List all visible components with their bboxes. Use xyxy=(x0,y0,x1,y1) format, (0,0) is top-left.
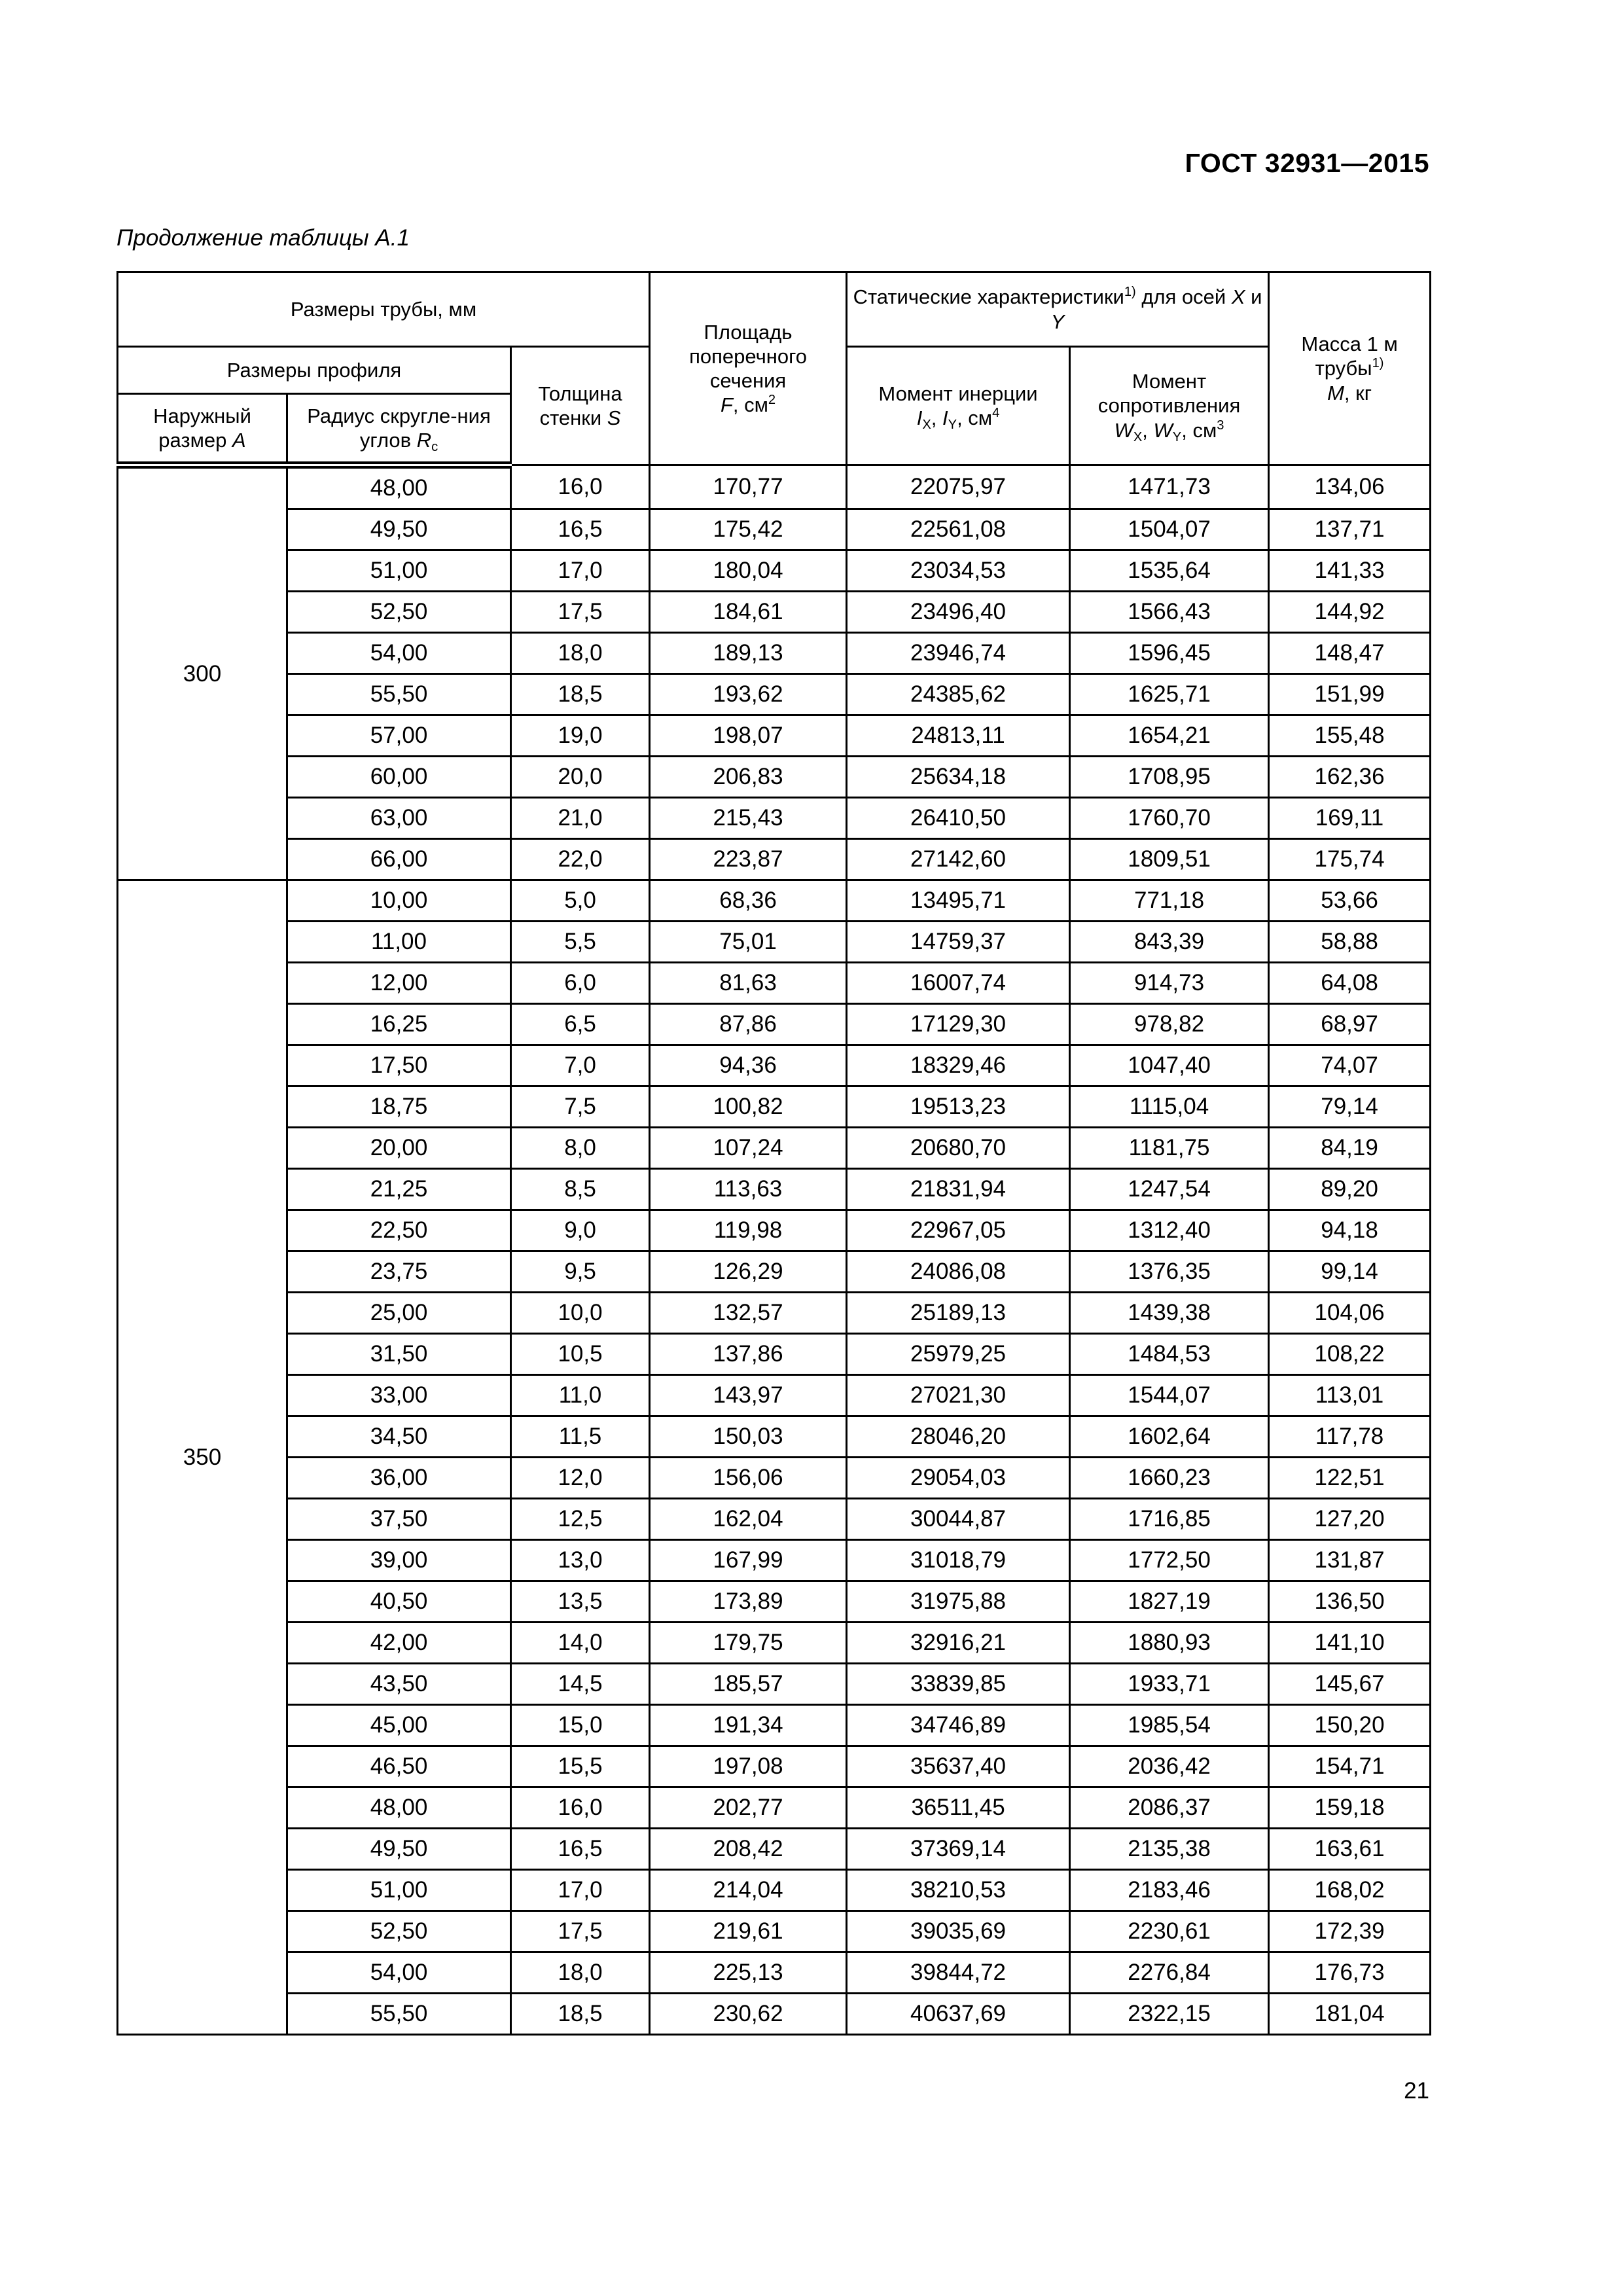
cell-corner-radius: 20,00 xyxy=(287,1128,511,1169)
cell-inertia: 25979,25 xyxy=(847,1334,1070,1375)
cell-wall-thickness: 6,0 xyxy=(511,963,650,1004)
cell-area: 215,43 xyxy=(650,798,847,839)
cell-inertia: 39844,72 xyxy=(847,1952,1070,1994)
cell-section-modulus: 914,73 xyxy=(1070,963,1269,1004)
cell-corner-radius: 63,00 xyxy=(287,798,511,839)
cell-mass: 145,67 xyxy=(1269,1664,1431,1705)
cell-wall-thickness: 18,5 xyxy=(511,674,650,715)
table-row xyxy=(118,1664,1431,1705)
cell-wall-thickness: 17,5 xyxy=(511,592,650,633)
table-row xyxy=(118,465,1431,509)
cell-inertia: 38210,53 xyxy=(847,1870,1070,1911)
cell-wall-thickness: 7,5 xyxy=(511,1086,650,1128)
cell-section-modulus: 1047,40 xyxy=(1070,1045,1269,1086)
cell-wall-thickness: 16,5 xyxy=(511,1829,650,1870)
header-cross-section-area: Площадь поперечного сечения F, $см^2$ xyxy=(650,272,847,465)
cell-wall-thickness: 13,0 xyxy=(511,1540,650,1581)
table-caption: Продолжение таблицы А.1 xyxy=(116,225,410,251)
cell-section-modulus: 1484,53 xyxy=(1070,1334,1269,1375)
cell-section-modulus: 1716,85 xyxy=(1070,1499,1269,1540)
cell-corner-radius: 23,75 xyxy=(287,1251,511,1293)
cell-section-modulus: 1933,71 xyxy=(1070,1664,1269,1705)
cell-wall-thickness: 6,5 xyxy=(511,1004,650,1045)
cell-section-modulus: 1439,38 xyxy=(1070,1293,1269,1334)
cell-inertia: 25634,18 xyxy=(847,757,1070,798)
cell-wall-thickness: 8,5 xyxy=(511,1169,650,1210)
cell-inertia: 24086,08 xyxy=(847,1251,1070,1293)
cell-inertia: 18329,46 xyxy=(847,1045,1070,1086)
cell-corner-radius: 37,50 xyxy=(287,1499,511,1540)
table-row xyxy=(118,715,1431,757)
cell-inertia: 21831,94 xyxy=(847,1169,1070,1210)
cell-area: 143,97 xyxy=(650,1375,847,1416)
cell-inertia: 30044,87 xyxy=(847,1499,1070,1540)
cell-wall-thickness: 20,0 xyxy=(511,757,650,798)
cell-mass: 175,74 xyxy=(1269,839,1431,880)
cell-section-modulus: 1181,75 xyxy=(1070,1128,1269,1169)
cell-wall-thickness: 9,5 xyxy=(511,1251,650,1293)
cell-corner-radius: 12,00 xyxy=(287,963,511,1004)
cell-section-modulus: 2322,15 xyxy=(1070,1994,1269,2035)
table-row xyxy=(118,1705,1431,1746)
cell-section-modulus: 1760,70 xyxy=(1070,798,1269,839)
cell-area: 132,57 xyxy=(650,1293,847,1334)
cell-area: 180,04 xyxy=(650,550,847,592)
cell-area: 191,34 xyxy=(650,1705,847,1746)
cell-inertia: 24385,62 xyxy=(847,674,1070,715)
cell-section-modulus: 2230,61 xyxy=(1070,1911,1269,1952)
cell-section-modulus: 1880,93 xyxy=(1070,1623,1269,1664)
cell-mass: 89,20 xyxy=(1269,1169,1431,1210)
cell-area: 223,87 xyxy=(650,839,847,880)
cell-inertia: 26410,50 xyxy=(847,798,1070,839)
cell-mass: 150,20 xyxy=(1269,1705,1431,1746)
cell-area: 81,63 xyxy=(650,963,847,1004)
cell-outer-size: 300 xyxy=(118,465,287,880)
cell-wall-thickness: 18,5 xyxy=(511,1994,650,2035)
cell-inertia: 20680,70 xyxy=(847,1128,1070,1169)
cell-section-modulus: 1535,64 xyxy=(1070,550,1269,592)
cell-inertia: 25189,13 xyxy=(847,1293,1070,1334)
header-pipe-dimensions: Размеры трубы, мм xyxy=(118,272,650,347)
cell-corner-radius: 57,00 xyxy=(287,715,511,757)
table-row xyxy=(118,1458,1431,1499)
cell-section-modulus: 1809,51 xyxy=(1070,839,1269,880)
cell-corner-radius: 22,50 xyxy=(287,1210,511,1251)
cell-section-modulus: 1247,54 xyxy=(1070,1169,1269,1210)
cell-inertia: 13495,71 xyxy=(847,880,1070,922)
cell-wall-thickness: 7,0 xyxy=(511,1045,650,1086)
cell-corner-radius: 40,50 xyxy=(287,1581,511,1623)
cell-corner-radius: 33,00 xyxy=(287,1375,511,1416)
cell-corner-radius: 66,00 xyxy=(287,839,511,880)
cell-mass: 122,51 xyxy=(1269,1458,1431,1499)
cell-inertia: 22075,97 xyxy=(847,465,1070,509)
cell-section-modulus: 2183,46 xyxy=(1070,1870,1269,1911)
table-row xyxy=(118,1787,1431,1829)
cell-area: 202,77 xyxy=(650,1787,847,1829)
cell-mass: 108,22 xyxy=(1269,1334,1431,1375)
cell-inertia: 40637,69 xyxy=(847,1994,1070,2035)
table-row xyxy=(118,1952,1431,1994)
cell-mass: 141,33 xyxy=(1269,550,1431,592)
cell-corner-radius: 36,00 xyxy=(287,1458,511,1499)
cell-mass: 134,06 xyxy=(1269,465,1431,509)
header-moment-of-inertia: Момент инерции $I_X$, $I_Y$, $см^4$ xyxy=(847,347,1070,465)
cell-section-modulus: 1827,19 xyxy=(1070,1581,1269,1623)
cell-wall-thickness: 16,5 xyxy=(511,509,650,550)
cell-mass: 154,71 xyxy=(1269,1746,1431,1787)
cell-inertia: 22561,08 xyxy=(847,509,1070,550)
cell-section-modulus: 2036,42 xyxy=(1070,1746,1269,1787)
cell-mass: 176,73 xyxy=(1269,1952,1431,1994)
header-mass: Масса 1 м трубы$^{1)}$ M, кг xyxy=(1269,272,1431,465)
table-row xyxy=(118,1499,1431,1540)
cell-section-modulus: 1312,40 xyxy=(1070,1210,1269,1251)
table-row xyxy=(118,963,1431,1004)
cell-area: 175,42 xyxy=(650,509,847,550)
cell-mass: 155,48 xyxy=(1269,715,1431,757)
header-static-characteristics: Статические характеристики$^{1)}$ для осей X и Y xyxy=(847,272,1269,347)
cell-inertia: 32916,21 xyxy=(847,1623,1070,1664)
cell-corner-radius: 49,50 xyxy=(287,509,511,550)
cell-inertia: 14759,37 xyxy=(847,922,1070,963)
cell-area: 75,01 xyxy=(650,922,847,963)
cell-corner-radius: 18,75 xyxy=(287,1086,511,1128)
cell-wall-thickness: 10,5 xyxy=(511,1334,650,1375)
cell-inertia: 27021,30 xyxy=(847,1375,1070,1416)
table-header xyxy=(118,272,1431,465)
table-body xyxy=(118,465,1431,2035)
cell-inertia: 36511,45 xyxy=(847,1787,1070,1829)
cell-section-modulus: 2135,38 xyxy=(1070,1829,1269,1870)
cell-area: 170,77 xyxy=(650,465,847,509)
cell-inertia: 34746,89 xyxy=(847,1705,1070,1746)
cell-corner-radius: 48,00 xyxy=(287,1787,511,1829)
cell-wall-thickness: 13,5 xyxy=(511,1581,650,1623)
cell-corner-radius: 21,25 xyxy=(287,1169,511,1210)
cell-inertia: 23034,53 xyxy=(847,550,1070,592)
cell-corner-radius: 45,00 xyxy=(287,1705,511,1746)
cell-corner-radius: 55,50 xyxy=(287,1994,511,2035)
cell-mass: 168,02 xyxy=(1269,1870,1431,1911)
cell-area: 94,36 xyxy=(650,1045,847,1086)
cell-section-modulus: 1625,71 xyxy=(1070,674,1269,715)
table-row xyxy=(118,1829,1431,1870)
table-row xyxy=(118,1251,1431,1293)
cell-wall-thickness: 15,5 xyxy=(511,1746,650,1787)
cell-area: 185,57 xyxy=(650,1664,847,1705)
cell-mass: 58,88 xyxy=(1269,922,1431,963)
cell-section-modulus: 1660,23 xyxy=(1070,1458,1269,1499)
cell-area: 189,13 xyxy=(650,633,847,674)
header-outer-size: Наружный размер A xyxy=(118,394,287,465)
cell-inertia: 19513,23 xyxy=(847,1086,1070,1128)
header-section-modulus: Момент сопротивления $W_X$, $W_Y$, $см^3$ xyxy=(1070,347,1269,465)
cell-inertia: 17129,30 xyxy=(847,1004,1070,1045)
cell-area: 206,83 xyxy=(650,757,847,798)
cell-corner-radius: 25,00 xyxy=(287,1293,511,1334)
cell-area: 173,89 xyxy=(650,1581,847,1623)
cell-inertia: 27142,60 xyxy=(847,839,1070,880)
cell-inertia: 22967,05 xyxy=(847,1210,1070,1251)
cell-wall-thickness: 17,0 xyxy=(511,1870,650,1911)
cell-area: 87,86 xyxy=(650,1004,847,1045)
cell-wall-thickness: 12,5 xyxy=(511,1499,650,1540)
cell-section-modulus: 1544,07 xyxy=(1070,1375,1269,1416)
cell-mass: 127,20 xyxy=(1269,1499,1431,1540)
cell-corner-radius: 42,00 xyxy=(287,1623,511,1664)
cell-inertia: 31018,79 xyxy=(847,1540,1070,1581)
table-row xyxy=(118,509,1431,550)
table-row xyxy=(118,1293,1431,1334)
cell-mass: 74,07 xyxy=(1269,1045,1431,1086)
cell-section-modulus: 1985,54 xyxy=(1070,1705,1269,1746)
cell-area: 68,36 xyxy=(650,880,847,922)
cell-wall-thickness: 14,5 xyxy=(511,1664,650,1705)
cell-section-modulus: 1504,07 xyxy=(1070,509,1269,550)
cell-corner-radius: 51,00 xyxy=(287,550,511,592)
table-row xyxy=(118,1004,1431,1045)
cell-corner-radius: 39,00 xyxy=(287,1540,511,1581)
cell-corner-radius: 34,50 xyxy=(287,1416,511,1458)
cell-area: 197,08 xyxy=(650,1746,847,1787)
cell-area: 107,24 xyxy=(650,1128,847,1169)
table-row xyxy=(118,592,1431,633)
cell-area: 156,06 xyxy=(650,1458,847,1499)
cell-mass: 137,71 xyxy=(1269,509,1431,550)
cell-wall-thickness: 8,0 xyxy=(511,1128,650,1169)
cell-mass: 99,14 xyxy=(1269,1251,1431,1293)
cell-mass: 131,87 xyxy=(1269,1540,1431,1581)
cell-mass: 84,19 xyxy=(1269,1128,1431,1169)
cell-wall-thickness: 14,0 xyxy=(511,1623,650,1664)
cell-section-modulus: 1602,64 xyxy=(1070,1416,1269,1458)
table-row xyxy=(118,1870,1431,1911)
cell-mass: 144,92 xyxy=(1269,592,1431,633)
cell-inertia: 16007,74 xyxy=(847,963,1070,1004)
cell-inertia: 37369,14 xyxy=(847,1829,1070,1870)
cell-mass: 163,61 xyxy=(1269,1829,1431,1870)
cell-area: 193,62 xyxy=(650,674,847,715)
cell-wall-thickness: 15,0 xyxy=(511,1705,650,1746)
cell-mass: 181,04 xyxy=(1269,1994,1431,2035)
cell-section-modulus: 843,39 xyxy=(1070,922,1269,963)
header-corner-radius: Радиус скругле-ния углов $R_c$ xyxy=(287,394,511,465)
cell-corner-radius: 43,50 xyxy=(287,1664,511,1705)
cell-section-modulus: 1772,50 xyxy=(1070,1540,1269,1581)
cell-area: 137,86 xyxy=(650,1334,847,1375)
table-row xyxy=(118,1045,1431,1086)
cell-mass: 64,08 xyxy=(1269,963,1431,1004)
cell-area: 179,75 xyxy=(650,1623,847,1664)
cell-corner-radius: 55,50 xyxy=(287,674,511,715)
cell-corner-radius: 54,00 xyxy=(287,1952,511,1994)
table-row xyxy=(118,839,1431,880)
cell-mass: 68,97 xyxy=(1269,1004,1431,1045)
cell-outer-size: 350 xyxy=(118,880,287,2035)
table-row xyxy=(118,1210,1431,1251)
cell-wall-thickness: 17,5 xyxy=(511,1911,650,1952)
cell-mass: 53,66 xyxy=(1269,880,1431,922)
cell-mass: 169,11 xyxy=(1269,798,1431,839)
cell-section-modulus: 2086,37 xyxy=(1070,1787,1269,1829)
cell-wall-thickness: 16,0 xyxy=(511,1787,650,1829)
cell-inertia: 23496,40 xyxy=(847,592,1070,633)
cell-wall-thickness: 10,0 xyxy=(511,1293,650,1334)
cell-area: 219,61 xyxy=(650,1911,847,1952)
cell-wall-thickness: 17,0 xyxy=(511,550,650,592)
cell-mass: 79,14 xyxy=(1269,1086,1431,1128)
table-row xyxy=(118,1169,1431,1210)
cell-wall-thickness: 22,0 xyxy=(511,839,650,880)
table-row xyxy=(118,1623,1431,1664)
table-row xyxy=(118,1375,1431,1416)
cell-area: 214,04 xyxy=(650,1870,847,1911)
cell-mass: 172,39 xyxy=(1269,1911,1431,1952)
cell-wall-thickness: 19,0 xyxy=(511,715,650,757)
cell-wall-thickness: 18,0 xyxy=(511,633,650,674)
header-wall-thickness: Толщина стенки S xyxy=(511,347,650,465)
table-row xyxy=(118,1086,1431,1128)
cell-area: 184,61 xyxy=(650,592,847,633)
table-row xyxy=(118,1994,1431,2035)
document-code: ГОСТ 32931—2015 xyxy=(1185,148,1429,178)
cell-area: 119,98 xyxy=(650,1210,847,1251)
cell-inertia: 39035,69 xyxy=(847,1911,1070,1952)
cell-mass: 136,50 xyxy=(1269,1581,1431,1623)
table-row xyxy=(118,922,1431,963)
cell-corner-radius: 51,00 xyxy=(287,1870,511,1911)
cell-wall-thickness: 21,0 xyxy=(511,798,650,839)
cell-inertia: 23946,74 xyxy=(847,633,1070,674)
cell-wall-thickness: 18,0 xyxy=(511,1952,650,1994)
page-number: 21 xyxy=(1404,2078,1429,2104)
cell-inertia: 28046,20 xyxy=(847,1416,1070,1458)
cell-wall-thickness: 11,5 xyxy=(511,1416,650,1458)
cell-corner-radius: 10,00 xyxy=(287,880,511,922)
cell-wall-thickness: 5,0 xyxy=(511,880,650,922)
table-row xyxy=(118,1746,1431,1787)
cell-corner-radius: 17,50 xyxy=(287,1045,511,1086)
cell-mass: 94,18 xyxy=(1269,1210,1431,1251)
cell-corner-radius: 31,50 xyxy=(287,1334,511,1375)
table-row xyxy=(118,798,1431,839)
cell-wall-thickness: 12,0 xyxy=(511,1458,650,1499)
cell-corner-radius: 52,50 xyxy=(287,1911,511,1952)
table-row xyxy=(118,1911,1431,1952)
table-row xyxy=(118,1128,1431,1169)
cell-wall-thickness: 5,5 xyxy=(511,922,650,963)
cell-mass: 159,18 xyxy=(1269,1787,1431,1829)
cell-mass: 148,47 xyxy=(1269,633,1431,674)
cell-area: 100,82 xyxy=(650,1086,847,1128)
cell-corner-radius: 54,00 xyxy=(287,633,511,674)
cell-mass: 151,99 xyxy=(1269,674,1431,715)
header-profile-dimensions: Размеры профиля xyxy=(118,347,511,394)
cell-mass: 141,10 xyxy=(1269,1623,1431,1664)
cell-inertia: 24813,11 xyxy=(847,715,1070,757)
table-row xyxy=(118,1416,1431,1458)
table-row xyxy=(118,1334,1431,1375)
cell-area: 162,04 xyxy=(650,1499,847,1540)
cell-wall-thickness: 16,0 xyxy=(511,465,650,509)
cell-wall-thickness: 9,0 xyxy=(511,1210,650,1251)
cell-corner-radius: 49,50 xyxy=(287,1829,511,1870)
pipe-properties-table xyxy=(116,271,1431,2036)
cell-section-modulus: 1115,04 xyxy=(1070,1086,1269,1128)
cell-corner-radius: 60,00 xyxy=(287,757,511,798)
cell-inertia: 31975,88 xyxy=(847,1581,1070,1623)
cell-corner-radius: 16,25 xyxy=(287,1004,511,1045)
cell-section-modulus: 1654,21 xyxy=(1070,715,1269,757)
table-row xyxy=(118,757,1431,798)
cell-section-modulus: 2276,84 xyxy=(1070,1952,1269,1994)
cell-mass: 113,01 xyxy=(1269,1375,1431,1416)
table-row xyxy=(118,550,1431,592)
cell-section-modulus: 1566,43 xyxy=(1070,592,1269,633)
cell-area: 150,03 xyxy=(650,1416,847,1458)
cell-section-modulus: 1708,95 xyxy=(1070,757,1269,798)
cell-mass: 162,36 xyxy=(1269,757,1431,798)
cell-wall-thickness: 11,0 xyxy=(511,1375,650,1416)
cell-section-modulus: 1376,35 xyxy=(1070,1251,1269,1293)
cell-section-modulus: 1596,45 xyxy=(1070,633,1269,674)
cell-section-modulus: 771,18 xyxy=(1070,880,1269,922)
cell-area: 208,42 xyxy=(650,1829,847,1870)
table-row xyxy=(118,633,1431,674)
cell-area: 167,99 xyxy=(650,1540,847,1581)
cell-section-modulus: 978,82 xyxy=(1070,1004,1269,1045)
cell-area: 113,63 xyxy=(650,1169,847,1210)
cell-mass: 117,78 xyxy=(1269,1416,1431,1458)
cell-inertia: 35637,40 xyxy=(847,1746,1070,1787)
cell-inertia: 33839,85 xyxy=(847,1664,1070,1705)
table-row xyxy=(118,880,1431,922)
cell-corner-radius: 48,00 xyxy=(287,465,511,509)
cell-area: 126,29 xyxy=(650,1251,847,1293)
cell-area: 225,13 xyxy=(650,1952,847,1994)
table-row xyxy=(118,674,1431,715)
cell-mass: 104,06 xyxy=(1269,1293,1431,1334)
cell-area: 198,07 xyxy=(650,715,847,757)
cell-corner-radius: 46,50 xyxy=(287,1746,511,1787)
cell-area: 230,62 xyxy=(650,1994,847,2035)
table-row xyxy=(118,1581,1431,1623)
table-row xyxy=(118,1540,1431,1581)
cell-section-modulus: 1471,73 xyxy=(1070,465,1269,509)
cell-corner-radius: 11,00 xyxy=(287,922,511,963)
cell-corner-radius: 52,50 xyxy=(287,592,511,633)
cell-inertia: 29054,03 xyxy=(847,1458,1070,1499)
